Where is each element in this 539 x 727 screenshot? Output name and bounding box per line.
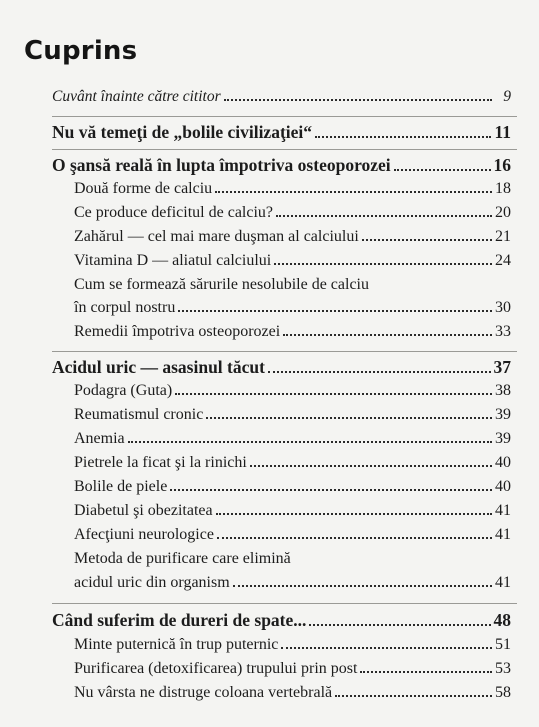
leader-dots (128, 441, 492, 443)
toc-section-title: O şansă reală în lupta împotriva osteoporozei (52, 155, 391, 175)
leader-dots (224, 99, 492, 101)
toc-section-title: Acidul uric — asasinul tăcut (52, 357, 265, 377)
toc-item (74, 204, 511, 222)
leader-dots (215, 191, 492, 193)
toc-section-title: Nu vă temeţi de „bolile civilizaţiei“ (52, 122, 313, 142)
divider (52, 116, 517, 117)
leader-dots (274, 263, 492, 265)
toc-item (74, 180, 511, 198)
toc-item-page: 41 (495, 526, 511, 543)
toc-item-first-line (74, 550, 511, 568)
toc-item-title: Bolile de piele (74, 478, 168, 495)
leader-dots (233, 585, 492, 587)
toc-item-title: Vitamina D — aliatul calciului (74, 252, 272, 269)
toc-item (74, 323, 511, 341)
toc-section-page: 37 (493, 357, 511, 377)
toc-item-title: Remedii împotriva osteoporozei (74, 323, 281, 340)
toc-entry-intro (52, 88, 511, 106)
toc-item-title: Două forme de calciu (74, 180, 213, 197)
leader-dots (216, 513, 492, 515)
toc-section (52, 155, 511, 176)
toc-item (74, 574, 511, 592)
toc-item-title: Metoda de purificare care elimină (74, 550, 291, 567)
leader-dots (175, 393, 492, 395)
divider (52, 603, 517, 604)
toc-item-page: 40 (495, 454, 511, 471)
leader-dots (394, 169, 491, 171)
toc-item-title: Zahărul — cel mai mare duşman al calciului (74, 228, 359, 245)
toc-item-page: 39 (495, 406, 511, 423)
toc-item-title: Cum se formează sărurile nesolubile de calciu (74, 276, 369, 293)
toc-section (52, 610, 511, 631)
toc-item-page: 30 (495, 299, 511, 316)
toc-item (74, 382, 511, 400)
leader-dots (276, 215, 492, 217)
toc-item (74, 502, 511, 520)
toc-section-page: 11 (494, 122, 511, 142)
page-title: Cuprins (24, 36, 138, 66)
toc-item-title: Diabetul şi obezitatea (74, 502, 213, 519)
toc-item (74, 660, 511, 678)
toc-item (74, 252, 511, 270)
toc-item-title: Minte puternică în trup puternic (74, 636, 279, 653)
toc-item-title-continued: acidul uric din organism (74, 574, 230, 591)
toc-section (52, 122, 511, 143)
toc-item-title: Anemia (74, 430, 125, 447)
toc-section-page: 48 (493, 610, 511, 630)
leader-dots (281, 647, 492, 649)
toc-entry-title: Cuvânt înainte către cititor (52, 88, 221, 105)
leader-dots (170, 489, 492, 491)
leader-dots (315, 136, 491, 138)
toc-item-page: 41 (495, 502, 511, 519)
leader-dots (309, 624, 490, 626)
toc-item-title: Ce produce deficitul de calciu? (74, 204, 274, 221)
toc-item-title: Reumatismul cronic (74, 406, 204, 423)
toc-item-title: Purificarea (detoxificarea) trupului prin post (74, 660, 358, 677)
toc-item-title: Afecţiuni neurologice (74, 526, 214, 543)
toc-item (74, 228, 511, 246)
toc-item-first-line (74, 276, 511, 294)
toc-item-page: 33 (495, 323, 511, 340)
leader-dots (268, 371, 491, 373)
toc-item-page: 21 (495, 228, 511, 245)
toc-item (74, 454, 511, 472)
leader-dots (335, 695, 492, 697)
leader-dots (283, 334, 492, 336)
toc-item (74, 406, 511, 424)
leader-dots (178, 310, 492, 312)
toc-item-page: 51 (495, 636, 511, 653)
toc-item-title: Podagra (Guta) (74, 382, 173, 399)
toc-item (74, 299, 511, 317)
toc-item (74, 684, 511, 702)
toc-item-page: 40 (495, 478, 511, 495)
toc-item-page: 53 (495, 660, 511, 677)
toc-item-page: 24 (495, 252, 511, 269)
leader-dots (362, 239, 492, 241)
toc-item-title: Nu vârsta ne distruge coloana vertebrală (74, 684, 333, 701)
toc-section-page: 16 (493, 155, 511, 175)
toc-item-page: 20 (495, 204, 511, 221)
toc-entry-page: 9 (503, 88, 511, 105)
leader-dots (217, 537, 492, 539)
leader-dots (250, 465, 492, 467)
toc-item-page: 41 (495, 574, 511, 591)
toc-item (74, 636, 511, 654)
toc-item-title: Pietrele la ficat şi la rinichi (74, 454, 247, 471)
toc-item-page: 39 (495, 430, 511, 447)
toc-item (74, 526, 511, 544)
leader-dots (206, 417, 492, 419)
toc-item (74, 430, 511, 448)
divider (52, 351, 517, 352)
toc-item-page: 18 (495, 180, 511, 197)
toc-section-title: Când suferim de dureri de spate... (52, 610, 307, 630)
leader-dots (360, 671, 492, 673)
divider (52, 149, 517, 150)
toc-item-page: 38 (495, 382, 511, 399)
toc-section (52, 357, 511, 378)
toc-item-page: 58 (495, 684, 511, 701)
toc-item-title-continued: în corpul nostru (74, 299, 176, 316)
toc-item (74, 478, 511, 496)
